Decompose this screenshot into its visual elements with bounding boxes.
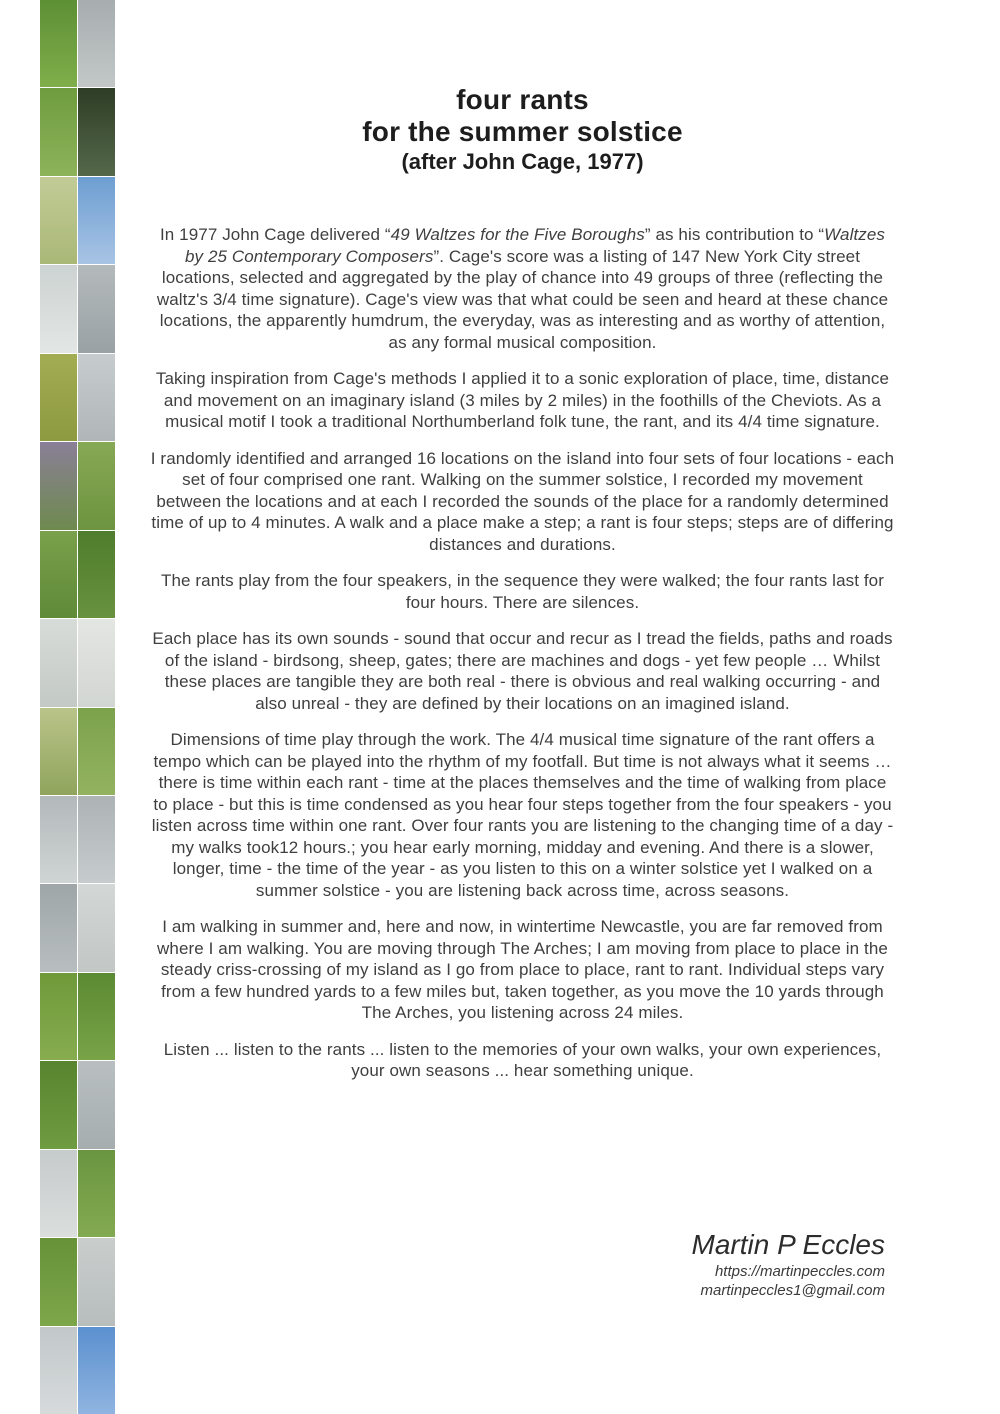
text-segment: The rants play from the four speakers, in the sequence they were walked; the four rants last for four hours. There are silences. <box>160 571 885 612</box>
paragraph <box>150 224 895 353</box>
photo-tile <box>78 177 115 264</box>
title-block <box>150 84 895 176</box>
photo-tile <box>40 354 77 441</box>
photo-tile <box>40 1061 77 1148</box>
photo-tile <box>78 1150 115 1237</box>
photo-tile <box>40 708 77 795</box>
text-segment: Taking inspiration from Cage's methods I applied it to a sonic exploration of place, time, distance and movement on an imaginary island (3 miles by 2 miles) in the foothills of the Cheviots. As a musical motif I took a traditional Northumberland folk tune, the rant, and its 4/4 time signature. <box>155 369 890 431</box>
photo-strip-right <box>78 0 115 1414</box>
photo-tile <box>78 442 115 529</box>
body-paragraphs <box>150 224 895 1082</box>
photo-tile <box>78 1327 115 1414</box>
photo-tile <box>40 884 77 971</box>
photo-tile <box>78 531 115 618</box>
photo-strip-left <box>40 0 77 1414</box>
photo-tile <box>78 1238 115 1325</box>
photo-tile <box>78 1061 115 1148</box>
photo-tile <box>78 973 115 1060</box>
italic-text-segment: Waltzes by 25 Contemporary Composers <box>184 225 886 266</box>
photo-tile <box>40 0 77 87</box>
photo-tile <box>40 1150 77 1237</box>
main-content <box>150 84 895 1097</box>
paragraph <box>150 1039 895 1082</box>
photo-tile <box>40 531 77 618</box>
paragraph <box>150 729 895 901</box>
photo-tile <box>78 265 115 352</box>
text-segment: ”. Cage's score was a listing of 147 New York City street locations, selected and aggregated by the play of chance into 49 groups of three (reflecting the waltz's 3/4 time signature). Cage's view was that what could be seen and heard at these chance locations, the apparently humdrum, the everyday, was as interesting and as worthy of attention, as any formal musical composition. <box>156 246 889 352</box>
signature-block <box>692 1228 885 1300</box>
photo-tile <box>40 442 77 529</box>
photo-tile <box>78 708 115 795</box>
photo-tile <box>40 1238 77 1325</box>
text-segment: Listen ... listen to the rants ... listen to the memories of your own walks, your own experiences, your own seasons ... hear something unique. <box>163 1039 882 1080</box>
photo-tile <box>78 0 115 87</box>
text-segment: I am walking in summer and, here and now, in wintertime Newcastle, you are far removed from where I am walking. You are moving through The Arches; I am moving from place to place in the steady criss-crossing of my island as I go from place to place, rant to rant. Individual steps vary from a few hundred yards to a few miles but, taken together, as you move the 10 yards through The Arches, you listening across 24 miles. <box>157 917 888 1022</box>
paragraph <box>150 916 895 1024</box>
text-segment: In 1977 John Cage delivered “ <box>159 225 391 244</box>
photo-tile <box>78 796 115 883</box>
photo-tile <box>78 354 115 441</box>
text-segment: ” as his contribution to “ <box>644 225 825 244</box>
author-email: martinpeccles1@gmail.com <box>700 1282 885 1299</box>
paragraph <box>150 368 895 433</box>
photo-tile <box>40 619 77 706</box>
title-line-2: for the summer solstice <box>362 116 683 147</box>
photo-tile <box>78 884 115 971</box>
photo-tile <box>40 796 77 883</box>
title-subtitle: (after John Cage, 1977) <box>401 149 644 174</box>
text-segment: Dimensions of time play through the work. The 4/4 musical time signature of the rant offers a tempo which can be played into the rhythm of my footfall. But time is not always what it seems … there is time within each rant - time at the places themselves and the time of walking from place to place - but this is time condensed as you hear four steps together from the four speakers - you listen across time within one rant. Over four rants you are listening to the changing time of a day - my walks took12 hours.; you hear early morning, midday and evening. And there is a slower, longer, time - the time of the year - as you listen to this on a winter solstice yet I walked on a summer solstice - you are listening back across time, across seasons. <box>151 730 894 900</box>
title-line-1: four rants <box>456 84 589 115</box>
photo-tile <box>78 88 115 175</box>
author-name: Martin P Eccles <box>691 1229 885 1260</box>
photo-tile <box>40 1327 77 1414</box>
text-segment: Each place has its own sounds - sound that occur and recur as I tread the fields, paths and roads of the island - birdsong, sheep, gates; there are machines and dogs - yet few people … Whilst these places are tangible they are both real - there is obvious and real walking occurring - and also unreal - they are defined by their locations on an imagined island. <box>152 629 893 713</box>
photo-tile <box>78 619 115 706</box>
photo-tile <box>40 88 77 175</box>
paragraph <box>150 570 895 613</box>
photo-tile <box>40 265 77 352</box>
photo-tile <box>40 973 77 1060</box>
text-segment: I randomly identified and arranged 16 locations on the island into four sets of four locations - each set of four comprised one rant. Walking on the summer solstice, I recorded my movement between the locations and at each I recorded the sounds of the place for a randomly determined time of up to 4 minutes. A walk and a place make a step; a rant is four steps; steps are of differing distances and durations. <box>150 448 895 554</box>
paragraph <box>150 448 895 556</box>
paragraph <box>150 628 895 714</box>
author-website: https://martinpeccles.com <box>714 1263 885 1280</box>
photo-tile <box>40 177 77 264</box>
italic-text-segment: 49 Waltzes for the Five Boroughs <box>390 225 645 244</box>
